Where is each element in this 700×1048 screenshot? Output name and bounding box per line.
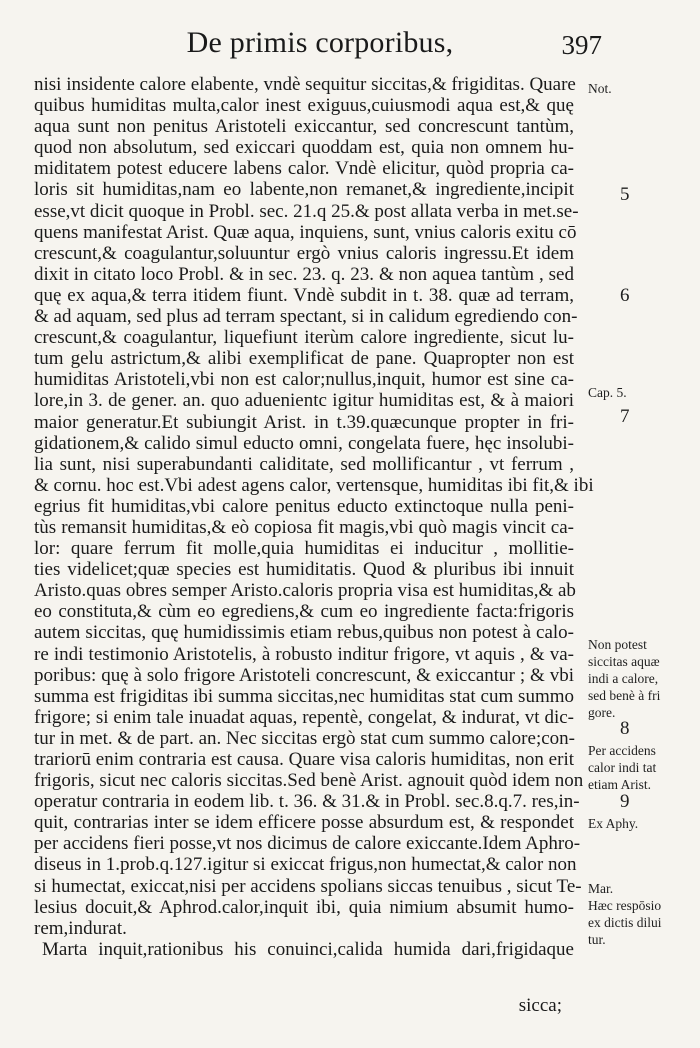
text-line: rem,indurat. <box>34 917 127 939</box>
margin-number-9: 9 <box>620 791 630 812</box>
text-line: tur in met. & de part. an. Nec siccitas ergò stat cum summo calore;con- <box>34 727 575 749</box>
margin-note-not: Not. <box>588 81 612 96</box>
text-line: tum gelu astrictum,& alibi exemplificat de pane. Quapropter non est <box>34 348 574 370</box>
text-line: egrius fit humiditas,vbi calore penitus educto extinctoque nulla peni- <box>34 495 574 517</box>
text-line: lor: quare ferrum fit molle,quia humiditas ei inducitur , mollitie- <box>34 538 574 560</box>
body-text <box>34 74 594 960</box>
margin-number-8: 8 <box>620 718 630 739</box>
margin-line: ex dictis dilui <box>588 915 662 930</box>
text-line: esse,vt dicit quoque in Probl. sec. 21.q 25.& post allata verba in met.se- <box>34 200 579 222</box>
text-line: gidationem,& calido simul educto omni, congelata fuere, hęc insolubi- <box>34 432 574 454</box>
margin-line: calor indi tat <box>588 760 657 775</box>
catchword: sicca; <box>518 995 562 1016</box>
margin-line: gore. <box>588 705 616 720</box>
text-line: si humectat, exiccat,nisi per accidens spolians siccas tenuibus , sicut Te- <box>34 875 582 897</box>
text-line: lore,in 3. de gener. an. quo aduenientc igitur humiditas est, & à maiori <box>34 390 574 412</box>
margin-line: Non potest <box>588 637 647 652</box>
text-line: lia sunt, nisi superabundanti caliditate, sed mollificantur , vt ferrum , <box>34 453 574 475</box>
margin-note-ex-aphy: Ex Aphy. <box>588 816 639 831</box>
text-line: lesius docuit,& Aphrod.calor,inquit ibi, quia nimium absumit humo- <box>34 896 574 918</box>
text-line: quę ex aqua,& terra itidem fiunt. Vndè subdit in t. 38. quæ ad terram, <box>34 284 574 306</box>
text-line: summa est frigiditas ibi summa siccitas,nec humiditas stat cum summo <box>34 685 574 707</box>
text-line: per accidens fieri posse,vt nos dicimus de calore exiccante.Idem Aphro- <box>34 833 581 855</box>
margin-number-5: 5 <box>620 184 630 205</box>
text-line: poribus: quę à solo frigore Aristoteli concrescunt, & exiccantur ; & vbi <box>34 664 574 686</box>
text-line: loris sit humiditas,nam eo labente,non remanet,& ingrediente,incipit <box>34 179 574 201</box>
text-line: eo constituta,& cùm eo egrediens,& cum eo ingrediente facta:frigoris <box>34 601 574 623</box>
text-line: trariorū enim contraria est causa. Quare visa caloris humiditas, non erit <box>34 749 574 770</box>
text-line: diseus in 1.prob.q.127.igitur si exiccat frigus,non humectat,& calor non <box>34 854 577 876</box>
page-number: 397 <box>561 30 602 60</box>
margin-note-mar <box>588 880 662 948</box>
text-line: frigoris, sicut nec caloris siccitas.Sed benè Arist. agnouit quòd idem non <box>34 770 584 792</box>
text-line: crescunt,& coagulantur,soluuntur ergò vnius caloris ingressu.Et idem <box>34 242 574 264</box>
margin-line: sed benè à fri <box>588 688 661 703</box>
text-line: miditatem potest educere labens calor. Vndè elicitur, quòd propria ca- <box>34 158 574 180</box>
margin-line: siccitas aquæ <box>588 654 660 669</box>
margin-line: tur. <box>588 932 606 947</box>
margin-line: indi a calore, <box>588 671 659 686</box>
margin-number-6: 6 <box>620 285 630 306</box>
text-line: humiditas Aristoteli,vbi non est calor;nullus,inquit, humor est sine ca- <box>34 369 574 391</box>
margin-line: Hæc respōsio <box>588 898 662 913</box>
text-line: quibus humiditas multa,calor inest exiguus,cuiusmodi aqua est,& quę <box>34 95 574 117</box>
margin-line: etiam Arist. <box>588 777 651 792</box>
margin-cap-5: Cap. 5. <box>588 385 627 400</box>
text-line: aqua sunt non penitus Aristoteli exiccantur, sed concrescunt tantùm, <box>34 116 574 138</box>
text-line: frigore; si enim tale inuadat aquas, repentè, congelat, & indurat, vt dic- <box>34 706 574 728</box>
text-line: autem siccitas, quę humidissimis etiam rebus,quibus non potest à calo- <box>34 622 574 644</box>
text-line: ties videlicet;quæ species est humiditatis. Quod & pluribus ibi innuit <box>34 559 574 581</box>
margin-note-per-accidens <box>588 742 656 793</box>
text-line: Marta inquit,rationibus his conuinci,calida humida dari,frigidaque <box>42 938 574 960</box>
text-line: operatur contraria in eodem lib. t. 36. & 31.& in Probl. sec.8.q.7. res,in- <box>34 791 580 813</box>
running-head: De primis corporibus, <box>186 26 454 59</box>
text-line: & ad aquam, sed plus ad terram spectant, si in calidum egrediendo con- <box>34 306 578 328</box>
text-line: & cornu. hoc est.Vbi adest agens calor, vertensque, humiditas ibi fit,& ibi <box>34 474 594 496</box>
margin-line: Mar. <box>588 881 614 896</box>
text-line: re indi testimonio Aristotelis, à robusto inditur frigore, vt aquis , & va- <box>34 643 574 665</box>
text-line: nisi insidente calore elabente, vndè sequitur siccitas,& frigiditas. Quare <box>34 74 576 95</box>
text-line: quens manifestat Arist. Quæ aqua, inquiens, sunt, vnius caloris exitu cō <box>34 221 577 243</box>
text-line: dixit in citato loco Probl. & in sec. 23. q. 23. & non aquea tantùm , sed <box>34 263 574 285</box>
text-line: quod non absolutum, sed exiccari quoddam est, quia non omnem hu- <box>34 137 574 159</box>
text-line: crescunt,& coagulantur, liquefiunt iterùm calore ingrediente, sicut lu- <box>34 327 574 349</box>
text-line: tùs remansit humiditas,& eò copiosa fit magis,vbi quò magis vincit ca- <box>34 516 574 538</box>
margin-number-7: 7 <box>620 406 630 427</box>
text-line: maior generatur.Et subiungit Arist. in t.39.quæcunque propter in fri- <box>34 411 574 433</box>
text-line: quit, contrarias inter se idem efficere posse absurdum est, & respondet <box>34 812 574 834</box>
margin-line: Per accidens <box>588 743 656 758</box>
text-line: Aristo.quas obres semper Aristo.caloris propria visa est humiditas,& ab <box>34 580 576 602</box>
margin-note-non-potest <box>588 636 660 721</box>
